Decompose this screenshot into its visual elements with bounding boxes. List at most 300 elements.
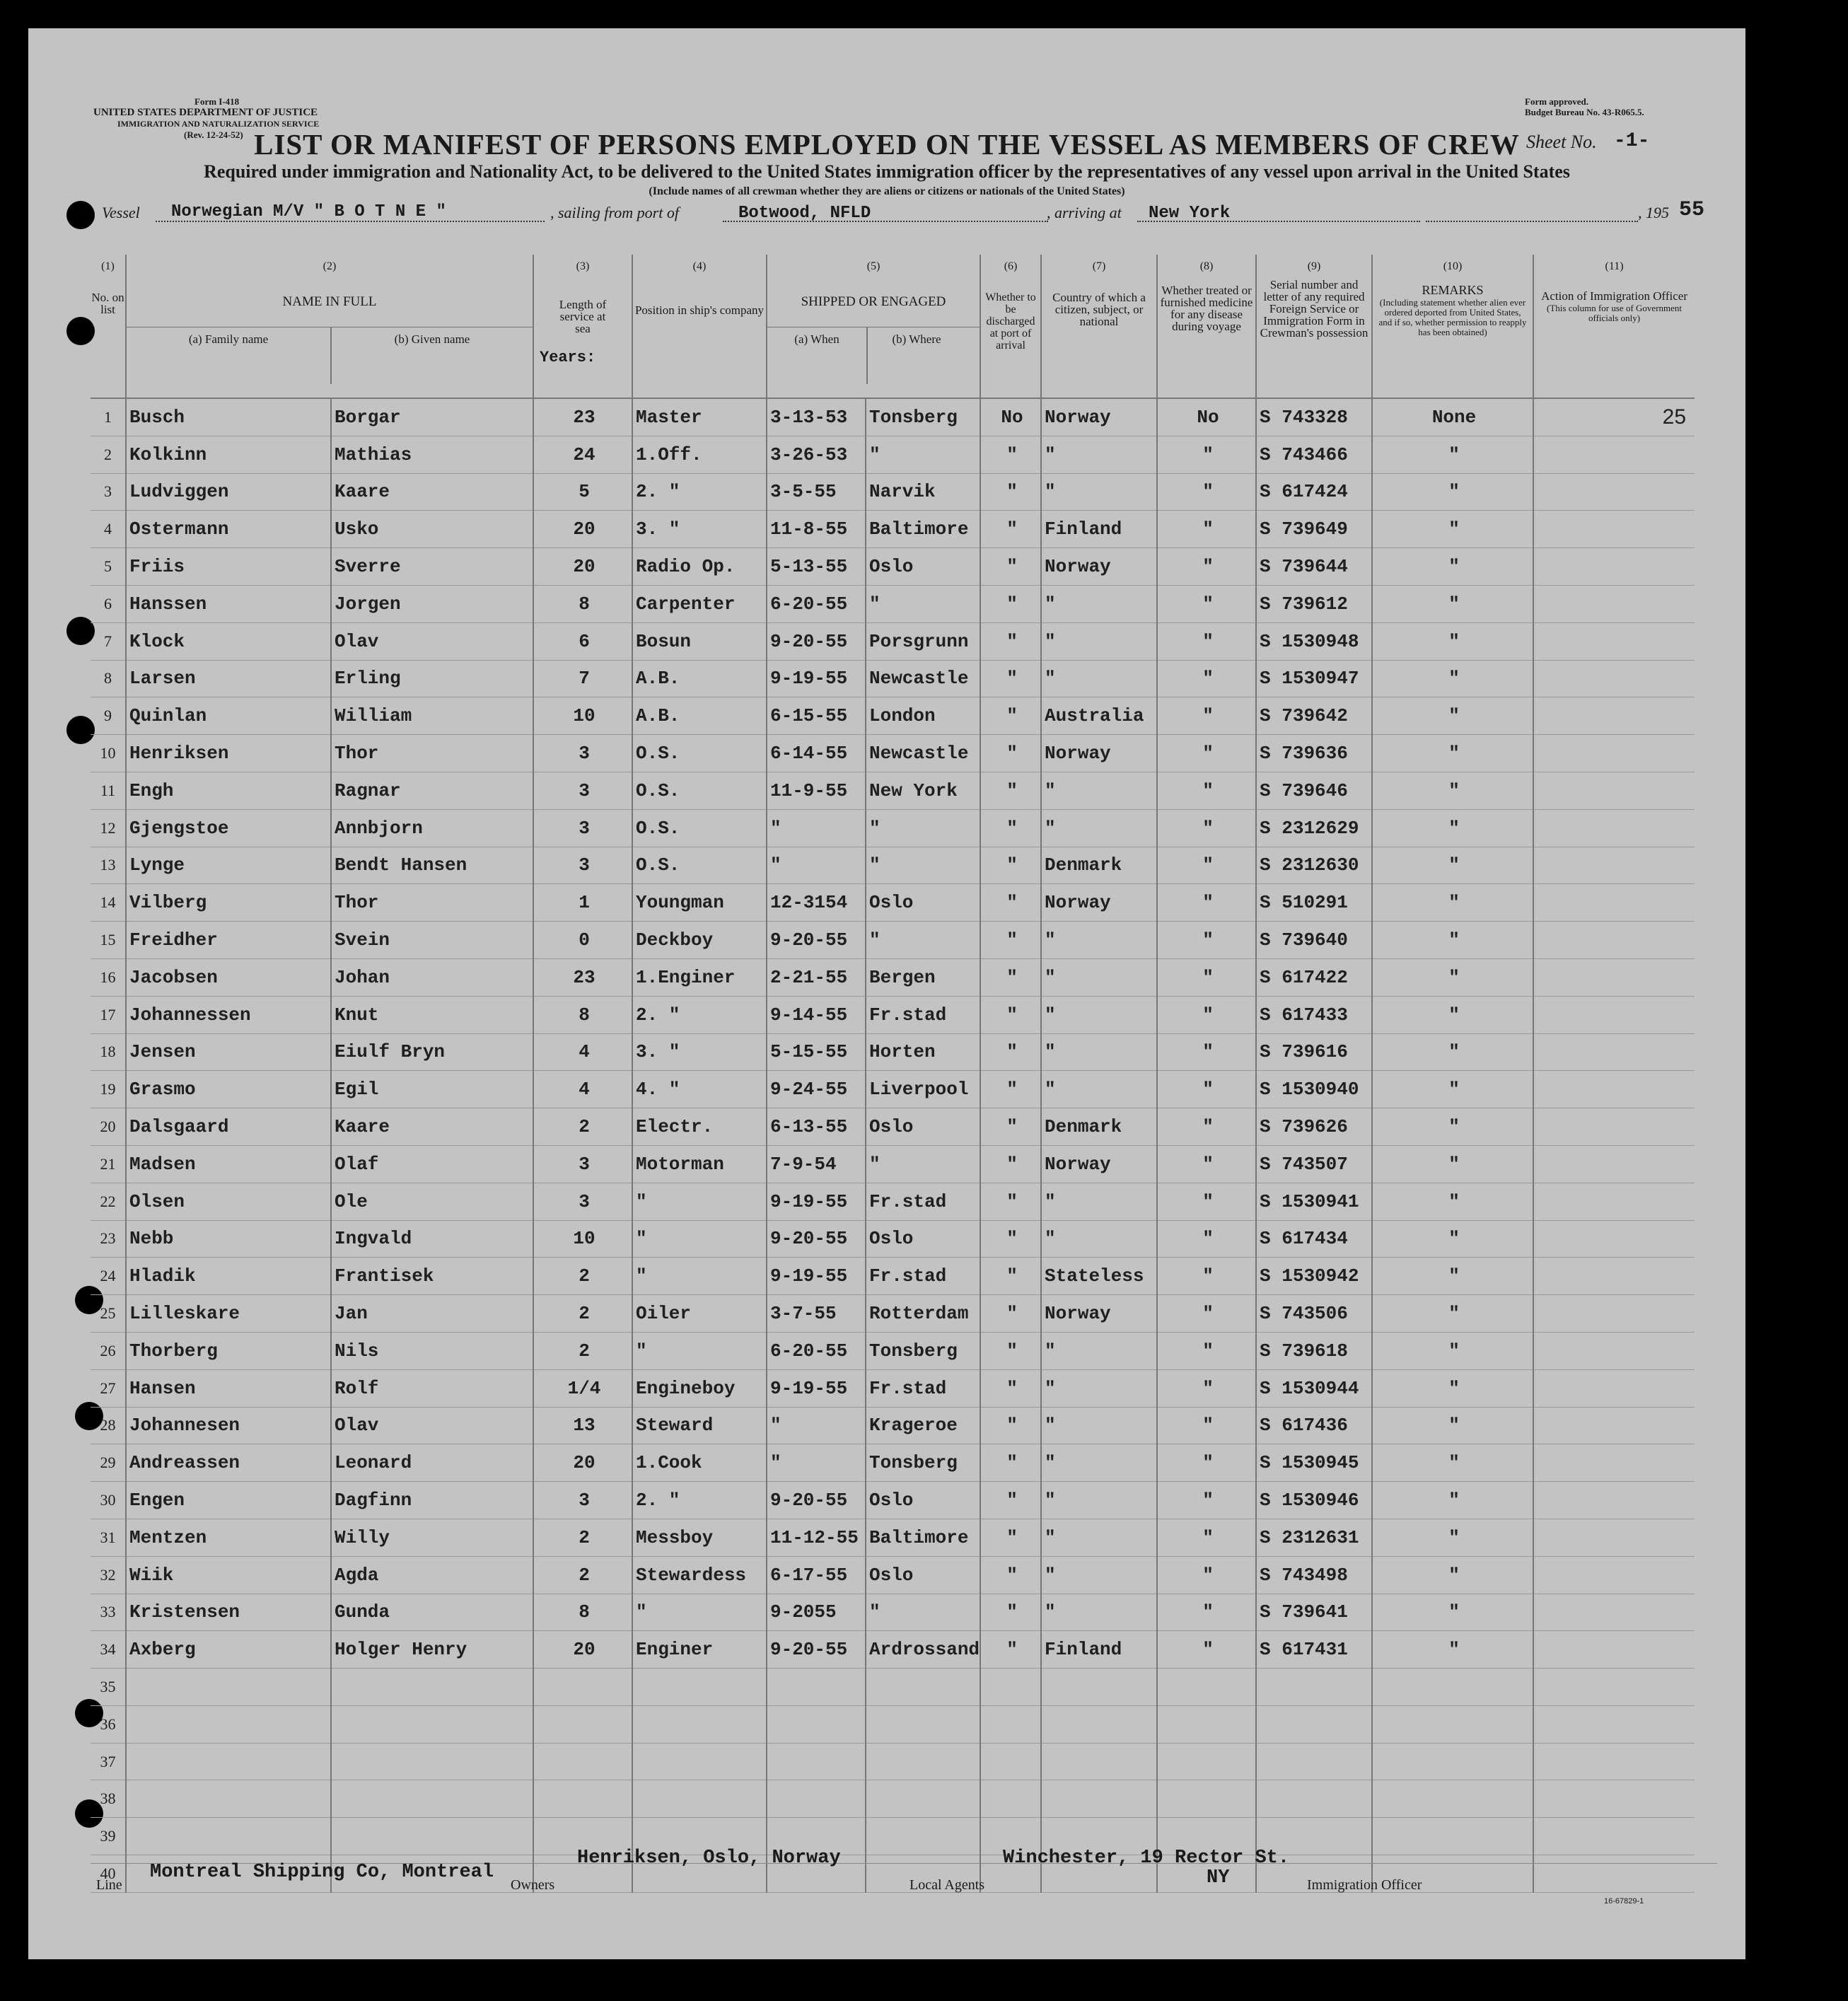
length-of-service: [533, 1743, 632, 1780]
remarks: ": [1372, 1594, 1533, 1631]
serial-number: S 1530941: [1256, 1183, 1372, 1220]
shipped-where: Krageroe: [866, 1407, 980, 1444]
position: 3. ": [632, 1033, 767, 1071]
position: Bosun: [632, 622, 767, 660]
length-of-service: 23: [533, 958, 632, 996]
immigration-action: [1533, 735, 1695, 772]
family-name: Kristensen: [126, 1594, 331, 1631]
position: 1.Off.: [632, 436, 767, 473]
position: 1.Cook: [632, 1444, 767, 1482]
immigration-action: [1533, 1295, 1695, 1333]
row-number: 19: [91, 1071, 126, 1108]
row-number: 22: [91, 1183, 126, 1220]
position: Steward: [632, 1407, 767, 1444]
sheet-label: Sheet No.: [1526, 132, 1597, 152]
sailing-label: , sailing from port of: [550, 204, 679, 221]
table-row: [91, 436, 1695, 473]
family-name: Johannessen: [126, 996, 331, 1033]
table-row: [91, 1332, 1695, 1369]
crew-table: [91, 255, 1695, 1893]
vessel-name: Norwegian M/V " B O T N E ": [171, 202, 446, 221]
given-name: Gunda: [331, 1594, 533, 1631]
medicine: [1157, 1669, 1256, 1706]
shipped-when: 3-7-55: [767, 1295, 866, 1333]
discharged: ": [980, 884, 1041, 922]
position: Master: [632, 398, 767, 436]
serial-number: S 617433: [1256, 996, 1372, 1033]
country: Norway: [1041, 884, 1157, 922]
row-number: 2: [91, 436, 126, 473]
country: ": [1041, 1482, 1157, 1519]
immigration-action: [1533, 1594, 1695, 1631]
col6-number: (6): [980, 255, 1041, 277]
country: ": [1041, 772, 1157, 809]
position: Radio Op.: [632, 548, 767, 586]
serial-number: [1256, 1705, 1372, 1743]
table-row: [91, 958, 1695, 996]
family-name: [126, 1705, 331, 1743]
table-row: [91, 1482, 1695, 1519]
medicine: ": [1157, 1220, 1256, 1258]
discharged: ": [980, 1594, 1041, 1631]
length-of-service: [533, 1705, 632, 1743]
shipped-when: 3-13-53: [767, 398, 866, 436]
family-name: Hansen: [126, 1369, 331, 1407]
col-discharged: Whether to be discharged at port of arrival: [980, 277, 1041, 398]
row-number: 25: [91, 1295, 126, 1333]
col-action: [1533, 277, 1695, 398]
remarks: ": [1372, 622, 1533, 660]
position: ": [632, 1183, 767, 1220]
col8-number: (8): [1157, 255, 1256, 277]
remarks: ": [1372, 548, 1533, 586]
medicine: ": [1157, 772, 1256, 809]
position: 2. ": [632, 996, 767, 1033]
serial-number: S 1530947: [1256, 660, 1372, 697]
length-of-service: [533, 1780, 632, 1818]
shipped-when: [767, 1780, 866, 1818]
family-name: Jacobsen: [126, 958, 331, 996]
country: ": [1041, 1444, 1157, 1482]
medicine: ": [1157, 585, 1256, 622]
discharged: ": [980, 1295, 1041, 1333]
row-number: 28: [91, 1407, 126, 1444]
row-number: 32: [91, 1556, 126, 1594]
shipped-where: Baltimore: [866, 511, 980, 548]
immigration-action: [1533, 1145, 1695, 1183]
serial-number: S 739626: [1256, 1108, 1372, 1146]
row-number: 11: [91, 772, 126, 809]
agents-state: NY: [1207, 1867, 1230, 1889]
immigration-action: [1533, 1519, 1695, 1556]
col5-number: (5): [767, 255, 980, 277]
remarks: ": [1372, 847, 1533, 884]
shipped-when: 6-13-55: [767, 1108, 866, 1146]
family-name: [126, 1743, 331, 1780]
length-of-service: 10: [533, 697, 632, 735]
remarks: ": [1372, 585, 1533, 622]
serial-number: S 617436: [1256, 1407, 1372, 1444]
print-code: 16-67829-1: [1604, 1897, 1644, 1906]
shipped-where: [866, 1780, 980, 1818]
shipped-when: 9-20-55: [767, 1482, 866, 1519]
given-name: [331, 1818, 533, 1855]
remarks: ": [1372, 1071, 1533, 1108]
position: Messboy: [632, 1519, 767, 1556]
shipped-where: Ardrossand: [866, 1631, 980, 1669]
shipped-where: ": [866, 809, 980, 847]
given-name: Svein: [331, 922, 533, 959]
row-number: 36: [91, 1705, 126, 1743]
remarks: ": [1372, 1369, 1533, 1407]
row-number: 33: [91, 1594, 126, 1631]
row-number: 37: [91, 1743, 126, 1780]
medicine: ": [1157, 473, 1256, 511]
shipped-when: 3-5-55: [767, 473, 866, 511]
immigration-action: [1533, 1669, 1695, 1706]
revision-date: (Rev. 12-24-52): [184, 129, 243, 140]
length-of-service: 2: [533, 1108, 632, 1146]
family-name: Henriksen: [126, 735, 331, 772]
given-name: Frantisek: [331, 1258, 533, 1295]
given-name: Borgar: [331, 398, 533, 436]
line-value: Montreal Shipping Co, Montreal: [150, 1862, 494, 1883]
length-of-service: 3: [533, 809, 632, 847]
discharged: ": [980, 660, 1041, 697]
shipped-when: 11-8-55: [767, 511, 866, 548]
discharged: ": [980, 1258, 1041, 1295]
medicine: ": [1157, 1407, 1256, 1444]
shipped-where: Newcastle: [866, 735, 980, 772]
serial-number: S 739640: [1256, 922, 1372, 959]
position: Deckboy: [632, 922, 767, 959]
serial-number: S 739618: [1256, 1332, 1372, 1369]
shipped-where: [866, 1669, 980, 1706]
length-of-service: 20: [533, 1444, 632, 1482]
shipped-where: Narvik: [866, 473, 980, 511]
shipped-where: Tonsberg: [866, 1332, 980, 1369]
country: ": [1041, 1594, 1157, 1631]
table-row: [91, 473, 1695, 511]
country: ": [1041, 958, 1157, 996]
table-row: [91, 1743, 1695, 1780]
row-number: 18: [91, 1033, 126, 1071]
shipped-when: 9-2055: [767, 1594, 866, 1631]
family-name: Klock: [126, 622, 331, 660]
medicine: ": [1157, 1556, 1256, 1594]
row-number: 13: [91, 847, 126, 884]
discharged: ": [980, 922, 1041, 959]
length-of-service: 3: [533, 1183, 632, 1220]
country: ": [1041, 1183, 1157, 1220]
serial-number: [1256, 1780, 1372, 1818]
immigration-action: [1533, 1332, 1695, 1369]
col3-number: (3): [533, 255, 632, 277]
shipped-when: 11-9-55: [767, 772, 866, 809]
discharged: ": [980, 1332, 1041, 1369]
discharged: [980, 1780, 1041, 1818]
length-of-service-heading: Length of service at sea: [559, 298, 607, 335]
remarks: ": [1372, 697, 1533, 735]
discharged: ": [980, 1444, 1041, 1482]
shipped-when: 9-19-55: [767, 1183, 866, 1220]
given-name: Olav: [331, 622, 533, 660]
position: ": [632, 1258, 767, 1295]
given-name: [331, 1705, 533, 1743]
discharged: ": [980, 548, 1041, 586]
discharged: ": [980, 1108, 1041, 1146]
col1-number: (1): [101, 260, 115, 272]
discharged: ": [980, 1071, 1041, 1108]
col-given-name: (b) Given name: [330, 327, 533, 384]
shipped-when: 6-15-55: [767, 697, 866, 735]
position: Enginer: [632, 1631, 767, 1669]
shipped-where: Porsgrunn: [866, 622, 980, 660]
length-of-service: 8: [533, 585, 632, 622]
remarks: ": [1372, 1220, 1533, 1258]
owners-label: Owners: [511, 1877, 555, 1893]
country: ": [1041, 922, 1157, 959]
given-name: Eiulf Bryn: [331, 1033, 533, 1071]
given-name: Mathias: [331, 436, 533, 473]
serial-number: S 1530948: [1256, 622, 1372, 660]
medicine: ": [1157, 660, 1256, 697]
position: Oiler: [632, 1295, 767, 1333]
position: ": [632, 1332, 767, 1369]
action-heading: Action of Immigration Officer: [1541, 289, 1687, 303]
country: Norway: [1041, 1145, 1157, 1183]
country: ": [1041, 1220, 1157, 1258]
serial-number: S 743506: [1256, 1295, 1372, 1333]
shipped-when: 7-9-54: [767, 1145, 866, 1183]
discharged: ": [980, 697, 1041, 735]
given-name: [331, 1780, 533, 1818]
shipped-where: [866, 1743, 980, 1780]
given-name: Knut: [331, 996, 533, 1033]
shipped-where: Oslo: [866, 1556, 980, 1594]
shipped-where: ": [866, 585, 980, 622]
col-name-in-full: [126, 277, 533, 398]
row-number: 5: [91, 548, 126, 586]
table-row: [91, 1669, 1695, 1706]
country: ": [1041, 809, 1157, 847]
row-number: 29: [91, 1444, 126, 1482]
country: Denmark: [1041, 1108, 1157, 1146]
length-of-service: 5: [533, 473, 632, 511]
immigration-action: [1533, 847, 1695, 884]
immigration-action: [1533, 1407, 1695, 1444]
position: 2. ": [632, 473, 767, 511]
serial-number: S 1530945: [1256, 1444, 1372, 1482]
length-of-service: 10: [533, 1220, 632, 1258]
country: ": [1041, 996, 1157, 1033]
table-row: [91, 1369, 1695, 1407]
medicine: ": [1157, 1631, 1256, 1669]
country: Stateless: [1041, 1258, 1157, 1295]
shipped-when: 9-14-55: [767, 996, 866, 1033]
medicine: ": [1157, 1295, 1256, 1333]
row-number: 17: [91, 996, 126, 1033]
country: ": [1041, 660, 1157, 697]
shipped-where: Oslo: [866, 884, 980, 922]
family-name: Kolkinn: [126, 436, 331, 473]
family-name: Wiik: [126, 1556, 331, 1594]
given-name: Annbjorn: [331, 809, 533, 847]
remarks: [1372, 1705, 1533, 1743]
punch-hole: [66, 201, 95, 229]
row-number: 38: [91, 1780, 126, 1818]
discharged: ": [980, 1369, 1041, 1407]
col-where: (b) Where: [866, 327, 965, 384]
owners-value: Henriksen, Oslo, Norway: [577, 1848, 841, 1869]
medicine: ": [1157, 1594, 1256, 1631]
shipped-when: 5-13-55: [767, 548, 866, 586]
year-label: , 195: [1638, 204, 1669, 221]
immigration-action: [1533, 884, 1695, 922]
immigration-action: [1533, 772, 1695, 809]
given-name: [331, 1669, 533, 1706]
form-subtitle: Required under immigration and Nationality Act, to be delivered to the United States immigration officer by the representatives of any vessel upon arrival in the United States: [204, 161, 1570, 182]
serial-number: S 2312631: [1256, 1519, 1372, 1556]
table-row: [91, 1818, 1695, 1855]
family-name: Engen: [126, 1482, 331, 1519]
family-name: [126, 1818, 331, 1855]
immigration-action: [1533, 922, 1695, 959]
col9-number: (9): [1256, 255, 1372, 277]
table-row: [91, 847, 1695, 884]
discharged: ": [980, 473, 1041, 511]
immigration-action: [1533, 473, 1695, 511]
remarks: ": [1372, 996, 1533, 1033]
family-name: Vilberg: [126, 884, 331, 922]
department-line: UNITED STATES DEPARTMENT OF JUSTICE: [93, 107, 318, 118]
shipped-when: 9-19-55: [767, 1258, 866, 1295]
shipped-when: ": [767, 809, 866, 847]
col7-number: (7): [1041, 255, 1157, 277]
position: Youngman: [632, 884, 767, 922]
family-name: Ludviggen: [126, 473, 331, 511]
serial-number: S 739642: [1256, 697, 1372, 735]
shipped-when: 6-17-55: [767, 1556, 866, 1594]
remarks: ": [1372, 1631, 1533, 1669]
shipped-when: [767, 1743, 866, 1780]
discharged: ": [980, 1033, 1041, 1071]
immigration-action: [1533, 622, 1695, 660]
medicine: ": [1157, 1108, 1256, 1146]
shipped-where: Fr.stad: [866, 1369, 980, 1407]
length-of-service: 8: [533, 1594, 632, 1631]
discharged: ": [980, 1519, 1041, 1556]
given-name: Ole: [331, 1183, 533, 1220]
col-shipped-engaged: [767, 277, 980, 398]
remarks: ": [1372, 1108, 1533, 1146]
given-name: Ingvald: [331, 1220, 533, 1258]
row-number: 16: [91, 958, 126, 996]
table-row: [91, 548, 1695, 586]
given-name: Leonard: [331, 1444, 533, 1482]
row-number: 24: [91, 1258, 126, 1295]
immigration-action: [1533, 1482, 1695, 1519]
country: ": [1041, 1556, 1157, 1594]
country: Norway: [1041, 398, 1157, 436]
position: 2. ": [632, 1482, 767, 1519]
serial-number: S 617434: [1256, 1220, 1372, 1258]
position: 1.Enginer: [632, 958, 767, 996]
page-title: LIST OR MANIFEST OF PERSONS EMPLOYED ON THE VESSEL AS MEMBERS OF CREW: [254, 128, 1520, 161]
shipped-when: [767, 1705, 866, 1743]
family-name: Jensen: [126, 1033, 331, 1071]
medicine: No: [1157, 398, 1256, 436]
remarks: ": [1372, 1145, 1533, 1183]
family-name: Engh: [126, 772, 331, 809]
immigration-action: [1533, 958, 1695, 996]
shipped-where: Bergen: [866, 958, 980, 996]
shipped-where: Oslo: [866, 1482, 980, 1519]
table-row: [91, 1220, 1695, 1258]
medicine: ": [1157, 1369, 1256, 1407]
remarks: ": [1372, 1183, 1533, 1220]
shipped-when: ": [767, 1444, 866, 1482]
length-of-service: 2: [533, 1295, 632, 1333]
shipped-where: Tonsberg: [866, 1444, 980, 1482]
length-of-service: 20: [533, 511, 632, 548]
medicine: ": [1157, 735, 1256, 772]
shipped-when: 11-12-55: [767, 1519, 866, 1556]
shipped-where: Liverpool: [866, 1071, 980, 1108]
country: ": [1041, 1071, 1157, 1108]
given-name: Jorgen: [331, 585, 533, 622]
length-of-service: 0: [533, 922, 632, 959]
remarks: ": [1372, 884, 1533, 922]
immigration-action: [1533, 1220, 1695, 1258]
discharged: ": [980, 1145, 1041, 1183]
arriving-label: , arriving at: [1047, 204, 1122, 221]
shipped-where: ": [866, 1594, 980, 1631]
serial-number: S 1530944: [1256, 1369, 1372, 1407]
given-name: Erling: [331, 660, 533, 697]
discharged: No: [980, 398, 1041, 436]
country: Norway: [1041, 548, 1157, 586]
table-row: [91, 585, 1695, 622]
col11-number: (11): [1533, 255, 1695, 277]
serial-number: S 739644: [1256, 548, 1372, 586]
country: Australia: [1041, 697, 1157, 735]
date-underline: [1426, 221, 1638, 222]
family-name: Gjengstoe: [126, 809, 331, 847]
immigration-action: [1533, 1855, 1695, 1893]
medicine: ": [1157, 511, 1256, 548]
remarks: ": [1372, 1482, 1533, 1519]
line-label: Line: [96, 1877, 122, 1893]
position: ": [632, 1594, 767, 1631]
budget-number: Budget Bureau No. 43-R065.5.: [1525, 107, 1644, 117]
shipped-when: 9-20-55: [767, 1220, 866, 1258]
serial-number: S 739646: [1256, 772, 1372, 809]
table-row: [91, 398, 1695, 436]
col-serial-number: Serial number and letter of any required Foreign Service or Immigration Form in Crewman's possession: [1256, 277, 1372, 398]
medicine: ": [1157, 1033, 1256, 1071]
shipped-where: London: [866, 697, 980, 735]
table-row: [91, 1033, 1695, 1071]
row-number: 21: [91, 1145, 126, 1183]
family-name: Freidher: [126, 922, 331, 959]
immigration-action: [1533, 1705, 1695, 1743]
medicine: ": [1157, 958, 1256, 996]
discharged: ": [980, 511, 1041, 548]
family-name: [126, 1669, 331, 1706]
country: Finland: [1041, 511, 1157, 548]
serial-number: S 743466: [1256, 436, 1372, 473]
